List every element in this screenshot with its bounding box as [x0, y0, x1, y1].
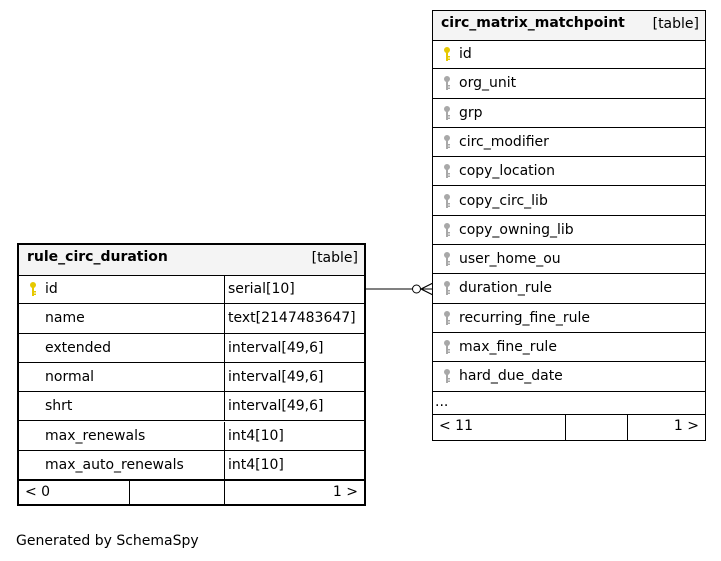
column-type: interval[49,6] — [228, 368, 324, 385]
foreign-key-icon — [443, 163, 451, 179]
column-type: interval[49,6] — [228, 398, 324, 415]
column-divider — [224, 451, 225, 479]
column-name: circ_modifier — [459, 133, 549, 150]
column-divider — [224, 304, 225, 332]
table-circ-matrix-matchpoint[interactable] — [432, 10, 706, 441]
footer-divider — [129, 481, 130, 504]
column-name: hard_due_date — [459, 368, 563, 385]
column-name: shrt — [45, 398, 73, 415]
column-name: copy_owning_lib — [459, 221, 574, 238]
primary-key-icon — [443, 46, 451, 62]
column-row[interactable] — [19, 392, 364, 421]
foreign-key-icon — [443, 105, 451, 121]
column-name: name — [45, 310, 85, 327]
column-row[interactable] — [19, 275, 364, 304]
column-name: max_fine_rule — [459, 339, 557, 355]
column-row[interactable] — [433, 362, 705, 391]
foreign-key-icon — [443, 251, 451, 267]
table-name: circ_matrix_matchpoint — [441, 15, 625, 31]
column-row[interactable] — [433, 274, 705, 303]
column-name: recurring_fine_rule — [459, 309, 590, 326]
column-row[interactable] — [19, 334, 364, 363]
footer-divider — [627, 415, 628, 440]
column-row[interactable] — [19, 363, 364, 392]
footer-parents-count: 1 > — [673, 418, 699, 434]
column-row[interactable] — [433, 157, 705, 186]
column-divider — [224, 334, 225, 362]
more-columns-indicator: ... — [435, 394, 449, 410]
column-name: copy_circ_lib — [459, 192, 548, 209]
column-type: serial[10] — [228, 281, 295, 297]
column-name: max_renewals — [45, 427, 146, 444]
foreign-key-icon — [443, 339, 451, 355]
table-kind: [table] — [652, 16, 699, 32]
foreign-key-icon — [443, 222, 451, 238]
footer-parents-count: 1 > — [332, 484, 358, 500]
column-name: org_unit — [459, 75, 517, 92]
column-row[interactable] — [433, 216, 705, 245]
column-row[interactable] — [433, 69, 705, 98]
foreign-key-icon — [443, 193, 451, 209]
column-type: interval[49,6] — [228, 339, 324, 356]
column-divider — [224, 363, 225, 391]
column-row[interactable] — [433, 245, 705, 274]
foreign-key-icon — [443, 134, 451, 150]
table-name: rule_circ_duration — [27, 249, 168, 265]
column-row[interactable] — [19, 304, 364, 333]
foreign-key-icon — [443, 310, 451, 326]
column-row[interactable] — [433, 99, 705, 128]
column-row[interactable] — [433, 40, 705, 69]
column-name: max_auto_renewals — [45, 456, 184, 473]
column-row[interactable] — [19, 451, 364, 480]
column-name: grp — [459, 104, 483, 121]
table-footer — [19, 480, 364, 504]
column-row[interactable] — [433, 187, 705, 216]
column-row[interactable] — [433, 333, 705, 362]
column-divider — [224, 392, 225, 420]
column-row[interactable] — [19, 422, 364, 451]
column-row[interactable] — [433, 128, 705, 157]
table-header — [19, 245, 364, 276]
column-name: normal — [45, 368, 95, 385]
column-divider — [224, 422, 225, 450]
column-name: id — [45, 281, 58, 297]
footer-divider — [565, 415, 566, 440]
primary-key-icon — [29, 281, 37, 297]
column-type: text[2147483647] — [228, 310, 356, 327]
table-rule-circ-duration[interactable] — [17, 243, 366, 506]
more-columns-row — [433, 392, 705, 415]
column-type: int4[10] — [228, 456, 284, 473]
column-name: extended — [45, 339, 112, 356]
foreign-key-icon — [443, 280, 451, 296]
column-name: duration_rule — [459, 280, 553, 297]
footer-children-count: < 11 — [439, 418, 473, 434]
foreign-key-icon — [443, 75, 451, 91]
table-footer — [433, 415, 705, 440]
foreign-key-icon — [443, 368, 451, 384]
footer-divider — [224, 481, 225, 504]
column-name: id — [459, 46, 472, 62]
footer-children-count: < 0 — [25, 484, 51, 500]
column-name: copy_location — [459, 163, 555, 180]
table-header — [433, 11, 705, 41]
generated-by-caption: Generated by SchemaSpy — [16, 533, 199, 549]
column-name: user_home_ou — [459, 251, 561, 268]
column-row[interactable] — [433, 304, 705, 333]
column-type: int4[10] — [228, 427, 284, 444]
table-kind: [table] — [311, 250, 358, 266]
column-divider — [224, 275, 225, 303]
